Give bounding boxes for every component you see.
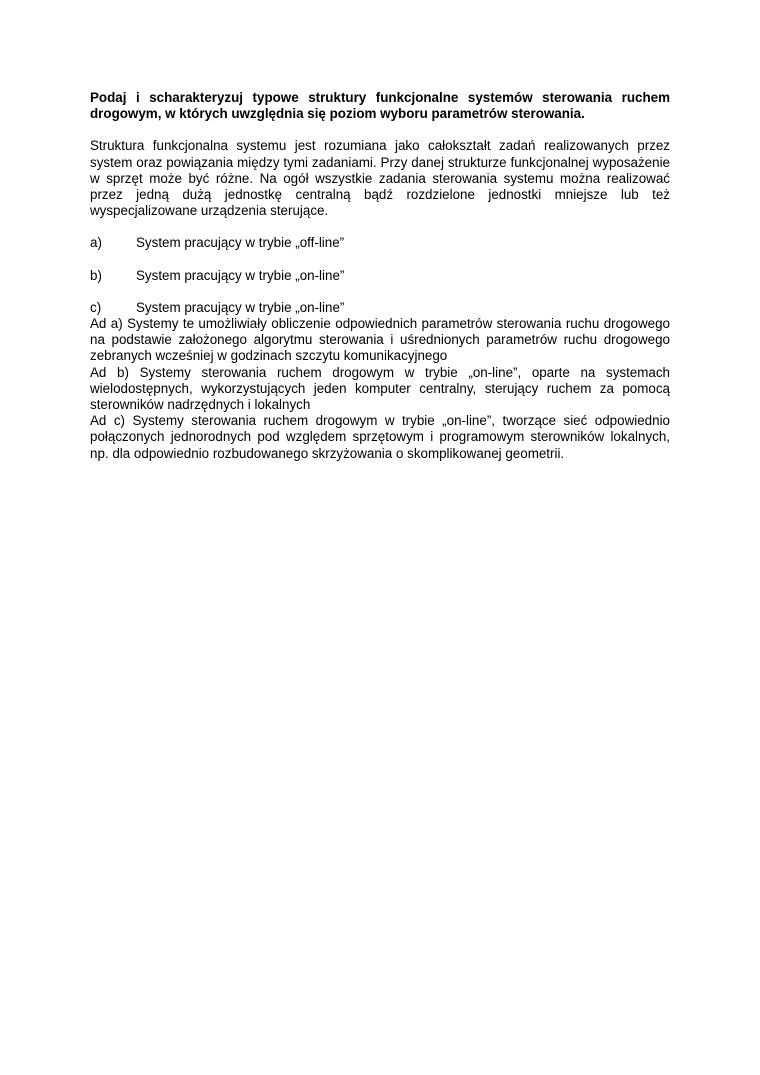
intro-paragraph: Struktura funkcjonalna systemu jest rozumiana jako całokształt zadań realizowanych przez system oraz powiązania między tymi zadaniami. Przy danej strukturze funkcjonalnej wyposażenie w sprzęt może być różne. Na ogół wszystkie zadania sterowania systemu można realizować przez jedną dużą jednostkę centralną bądź rozdzielone jednostki mniejsze lub też wyspecjalizowane urządzenia sterujące. (90, 138, 670, 219)
answer-b-paragraph: Ad b) Systemy sterowania ruchem drogowym w trybie „on-line”, oparte na systemach wielodostępnych, wykorzystujących jeden komputer centralny, sterujący ruchem za pomocą sterowników nadrzędnych i lokalnych (90, 364, 670, 413)
list-item-text: System pracujący w trybie „on-line” (136, 299, 345, 315)
spacer (90, 284, 670, 300)
list-item-c (90, 300, 670, 316)
list-item-a (90, 235, 670, 251)
document-page (90, 90, 670, 462)
spacer (90, 252, 670, 268)
spacer (90, 219, 670, 235)
list-marker: c) (90, 299, 102, 315)
answer-a-paragraph: Ad a) Systemy te umożliwiały obliczenie odpowiednich parametrów sterowania ruchu drogowego na podstawie założonego algorytmu sterowania i uśrednionych parametrów ruchu drogowego zebranych wcześniej w godzinach szczytu komunikacyjnego (90, 316, 670, 364)
list-item-text: System pracujący w trybie „off-line” (136, 235, 345, 251)
question-heading: Podaj i scharakteryzuj typowe struktury funkcjonalne systemów sterowania ruchem drogowym, w których uwzględnia się poziom wyboru parametrów sterowania. (90, 90, 670, 122)
list-marker: a) (90, 235, 102, 251)
list-marker: b) (90, 267, 102, 283)
list-item-b (90, 268, 670, 284)
answer-c-paragraph: Ad c) Systemy sterowania ruchem drogowym w trybie „on-line”, tworzące sieć odpowiednio połączonych jednorodnych pod względem sprzętowym i programowym sterowników lokalnych, np. dla odpowiednio rozbudowanego skrzyżowania o skomplikowanej geometrii. (90, 413, 670, 461)
list-item-text: System pracujący w trybie „on-line” (136, 267, 345, 283)
